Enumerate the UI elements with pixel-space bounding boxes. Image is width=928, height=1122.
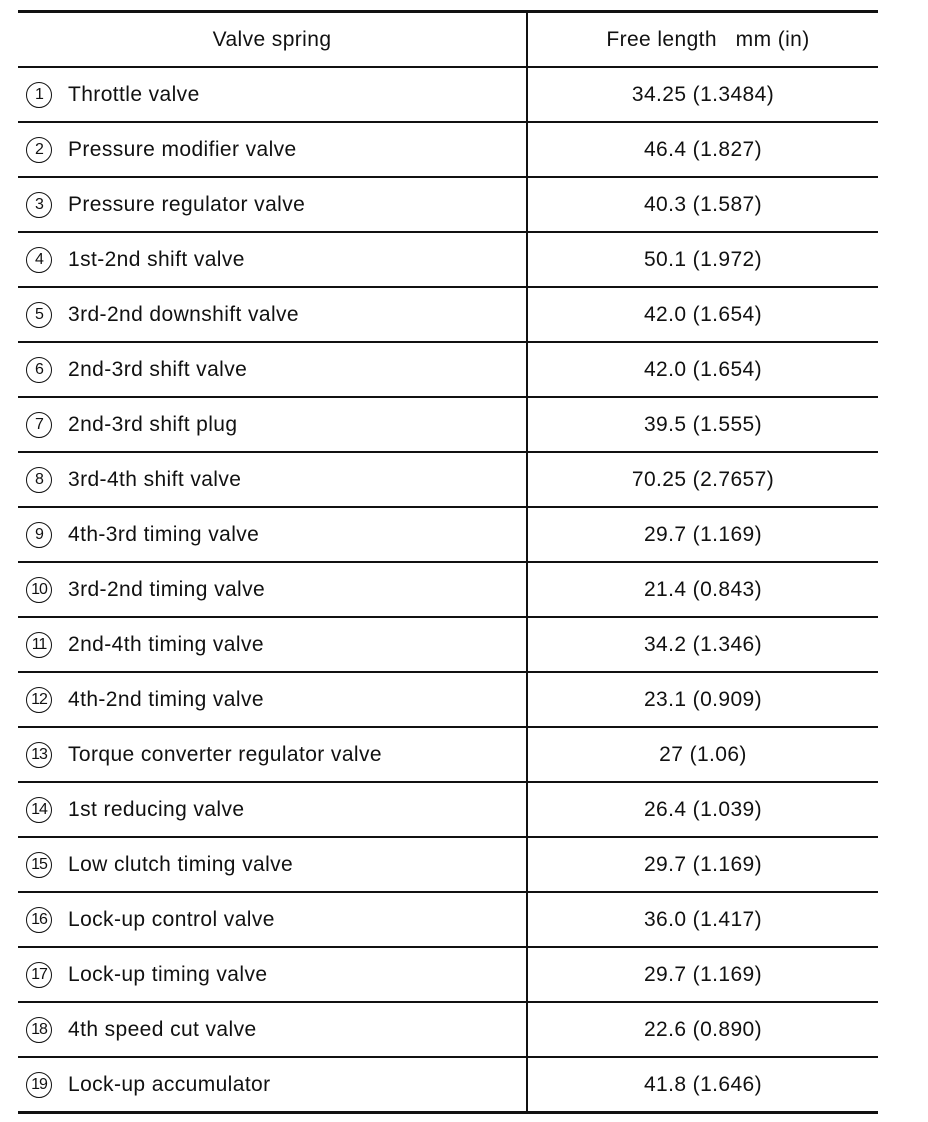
valve-name-cell	[18, 287, 527, 342]
row-number-badge: 15	[26, 852, 52, 878]
row-number-badge: 11	[26, 632, 52, 658]
valve-name: Lock-up accumulator	[68, 1072, 271, 1096]
free-length-value: 42.0 (1.654)	[527, 287, 878, 342]
free-length-value: 26.4 (1.039)	[527, 782, 878, 837]
valve-spring-table	[18, 10, 878, 1114]
header-free-length: Free length mm (in)	[527, 12, 878, 68]
row-number-badge: 1	[26, 82, 52, 108]
free-length-value: 23.1 (0.909)	[527, 672, 878, 727]
table-row	[18, 892, 878, 947]
valve-name: 4th speed cut valve	[68, 1017, 257, 1041]
table-row	[18, 287, 878, 342]
valve-name: 4th-2nd timing valve	[68, 687, 264, 711]
valve-name-cell	[18, 1002, 527, 1057]
table-row	[18, 1002, 878, 1057]
table-row	[18, 947, 878, 1002]
free-length-value: 42.0 (1.654)	[527, 342, 878, 397]
valve-name: 1st reducing valve	[68, 797, 245, 821]
valve-name-cell	[18, 232, 527, 287]
free-length-value: 39.5 (1.555)	[527, 397, 878, 452]
free-length-value: 34.2 (1.346)	[527, 617, 878, 672]
valve-name: Throttle valve	[68, 82, 200, 106]
valve-name: 2nd-3rd shift valve	[68, 357, 248, 381]
free-length-value: 36.0 (1.417)	[527, 892, 878, 947]
free-length-value: 22.6 (0.890)	[527, 1002, 878, 1057]
table-row	[18, 397, 878, 452]
valve-name: Low clutch timing valve	[68, 852, 294, 876]
row-number-badge: 6	[26, 357, 52, 383]
table-row	[18, 617, 878, 672]
valve-name-cell	[18, 727, 527, 782]
table-row	[18, 507, 878, 562]
table-row	[18, 672, 878, 727]
valve-name: 2nd-4th timing valve	[68, 632, 264, 656]
valve-name-cell	[18, 947, 527, 1002]
free-length-value: 70.25 (2.7657)	[527, 452, 878, 507]
valve-name: Pressure regulator valve	[68, 192, 306, 216]
table-row	[18, 342, 878, 397]
table-row	[18, 122, 878, 177]
free-length-value: 21.4 (0.843)	[527, 562, 878, 617]
row-number-badge: 13	[26, 742, 52, 768]
row-number-badge: 4	[26, 247, 52, 273]
row-number-badge: 8	[26, 467, 52, 493]
valve-name-cell	[18, 177, 527, 232]
free-length-value: 46.4 (1.827)	[527, 122, 878, 177]
valve-name: 3rd-2nd timing valve	[68, 577, 266, 601]
valve-name-cell	[18, 562, 527, 617]
valve-name: 4th-3rd timing valve	[68, 522, 260, 546]
valve-name-cell	[18, 837, 527, 892]
table-row	[18, 232, 878, 287]
free-length-value: 50.1 (1.972)	[527, 232, 878, 287]
table-row	[18, 452, 878, 507]
table-row	[18, 782, 878, 837]
valve-name: Lock-up control valve	[68, 907, 275, 931]
row-number-badge: 16	[26, 907, 52, 933]
valve-name: 3rd-4th shift valve	[68, 467, 242, 491]
valve-name-cell	[18, 507, 527, 562]
table-row	[18, 837, 878, 892]
valve-name-cell	[18, 67, 527, 122]
table-row	[18, 1057, 878, 1113]
row-number-badge: 7	[26, 412, 52, 438]
valve-name-cell	[18, 452, 527, 507]
valve-name-cell	[18, 122, 527, 177]
row-number-badge: 3	[26, 192, 52, 218]
free-length-value: 29.7 (1.169)	[527, 507, 878, 562]
valve-name: 3rd-2nd downshift valve	[68, 302, 299, 326]
valve-name: 2nd-3rd shift plug	[68, 412, 238, 436]
row-number-badge: 12	[26, 687, 52, 713]
free-length-value: 40.3 (1.587)	[527, 177, 878, 232]
valve-name: Lock-up timing valve	[68, 962, 268, 986]
valve-name: Pressure modifier valve	[68, 137, 297, 161]
table-row	[18, 562, 878, 617]
valve-name-cell	[18, 617, 527, 672]
free-length-value: 41.8 (1.646)	[527, 1057, 878, 1113]
row-number-badge: 14	[26, 797, 52, 823]
table-row	[18, 727, 878, 782]
free-length-value: 27 (1.06)	[527, 727, 878, 782]
valve-name: Torque converter regulator valve	[68, 742, 382, 766]
valve-name-cell	[18, 672, 527, 727]
valve-name-cell	[18, 892, 527, 947]
header-valve-spring: Valve spring	[18, 12, 527, 68]
row-number-badge: 18	[26, 1017, 52, 1043]
row-number-badge: 19	[26, 1072, 52, 1098]
free-length-value: 34.25 (1.3484)	[527, 67, 878, 122]
free-length-value: 29.7 (1.169)	[527, 947, 878, 1002]
valve-name-cell	[18, 397, 527, 452]
row-number-badge: 5	[26, 302, 52, 328]
row-number-badge: 10	[26, 577, 52, 603]
valve-name-cell	[18, 782, 527, 837]
valve-name: 1st-2nd shift valve	[68, 247, 245, 271]
header-row	[18, 12, 878, 68]
valve-name-cell	[18, 1057, 527, 1113]
valve-name-cell	[18, 342, 527, 397]
table-body	[18, 67, 878, 1113]
row-number-badge: 2	[26, 137, 52, 163]
table-row	[18, 67, 878, 122]
table-row	[18, 177, 878, 232]
row-number-badge: 17	[26, 962, 52, 988]
row-number-badge: 9	[26, 522, 52, 548]
free-length-value: 29.7 (1.169)	[527, 837, 878, 892]
